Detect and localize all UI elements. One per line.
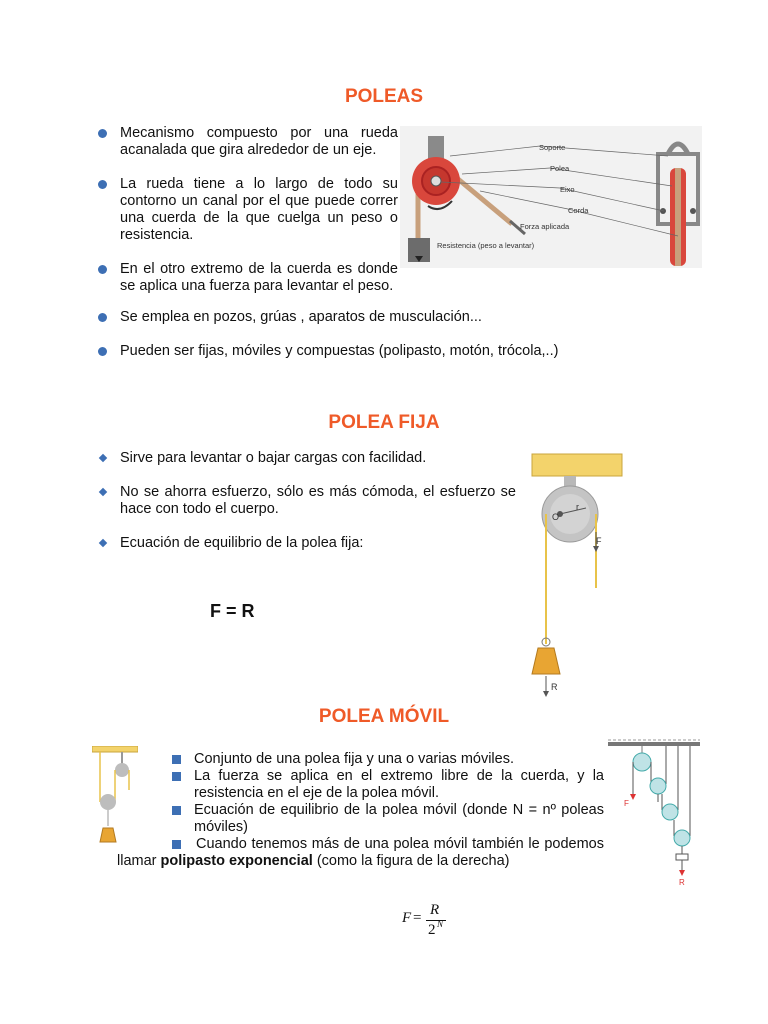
list-item: La rueda tiene a lo largo de todo su contorno un canal por el que puede correr una cuerda de la que cuelga un peso o resistencia.: [98, 176, 398, 244]
axle: [431, 176, 441, 186]
label-polea: Polea: [550, 164, 570, 173]
diamond-bullet-icon: [99, 454, 107, 462]
polipasto-figure: [606, 738, 702, 888]
load: [676, 854, 688, 860]
list-item: Ecuación de equilibrio de la polea móvil (donde N = nº poleas móviles): [172, 802, 604, 836]
list-item: Pueden ser fijas, móviles y compuestas (polipasto, motón, trócola,..): [98, 343, 578, 360]
polea-movil-last-item: Cuando tenemos más de una polea móvil también le podemos llamar polipasto exponencial (como la figura de la derecha): [117, 836, 604, 869]
label-R: R: [551, 682, 558, 692]
diamond-bullet-icon: [99, 539, 107, 547]
bullet-icon: [98, 180, 107, 189]
title-polea-movil: POLEA MÓVIL: [318, 706, 450, 727]
formula-fija: F = R: [210, 601, 255, 621]
fixed-pulley-figure: [520, 448, 630, 700]
list-item: Ecuación de equilibrio de la polea fija:: [98, 535, 516, 552]
bullet-icon: [98, 129, 107, 138]
ceiling-board: [532, 454, 622, 476]
label-r: r: [576, 502, 579, 512]
poleas-list-2: [98, 309, 578, 360]
weight: [532, 648, 560, 674]
movable-pulley-wheel: [100, 794, 116, 810]
label-f: F: [596, 536, 602, 546]
movable-pulley-1: [650, 778, 666, 794]
list-item: No se ahorra esfuerzo, sólo es más cómoda, el esfuerzo se hace con todo el cuerpo.: [98, 484, 516, 518]
label-corda: Corda: [568, 206, 589, 215]
list-item: Sirve para levantar o bajar cargas con facilidad.: [98, 450, 516, 467]
title-poleas: POLEAS: [344, 86, 424, 107]
fixed-pulley-wheel: [633, 753, 651, 771]
label-soporte: Soporte: [539, 143, 566, 152]
movable-pulley-3: [674, 830, 690, 846]
pulley-diagram-figure: [400, 126, 702, 268]
polipasto-term: polipasto exponencial: [160, 853, 313, 869]
diamond-bullet-icon: [99, 488, 107, 496]
label-eixo: Eixo: [560, 185, 575, 194]
label-o: O: [552, 512, 560, 522]
square-bullet-icon: [172, 772, 181, 781]
title-polea-fija: POLEA FIJA: [328, 412, 440, 433]
label-resistencia: Resistencia (peso a levantar): [437, 241, 535, 250]
list-item: En el otro extremo de la cuerda es donde se aplica una fuerza para levantar el peso.: [98, 261, 398, 295]
bullet-icon: [98, 313, 107, 322]
square-bullet-icon: [172, 840, 181, 849]
movable-pulley-figure: [92, 746, 138, 846]
label-R: R: [679, 878, 685, 887]
bullet-icon: [98, 265, 107, 274]
polea-fija-list: [98, 450, 516, 552]
polea-movil-list: [172, 751, 604, 836]
movable-pulley-2: [662, 804, 678, 820]
list-item: Se emplea en pozos, grúas , aparatos de musculación...: [98, 309, 578, 326]
label-forza: Forza aplicada: [520, 222, 570, 231]
list-item: Mecanismo compuesto por una rueda acanalada que gira alrededor de un eje.: [98, 125, 398, 159]
list-item: Conjunto de una polea fija y una o varias móviles.: [172, 751, 604, 768]
square-bullet-icon: [172, 806, 181, 815]
label-f: F: [624, 799, 629, 808]
list-item: La fuerza se aplica en el extremo libre de la cuerda, y la resistencia en el eje de la polea móvil.: [172, 768, 604, 802]
weight: [100, 828, 116, 842]
square-bullet-icon: [172, 755, 181, 764]
poleas-list: [98, 125, 398, 295]
bullet-icon: [98, 347, 107, 356]
